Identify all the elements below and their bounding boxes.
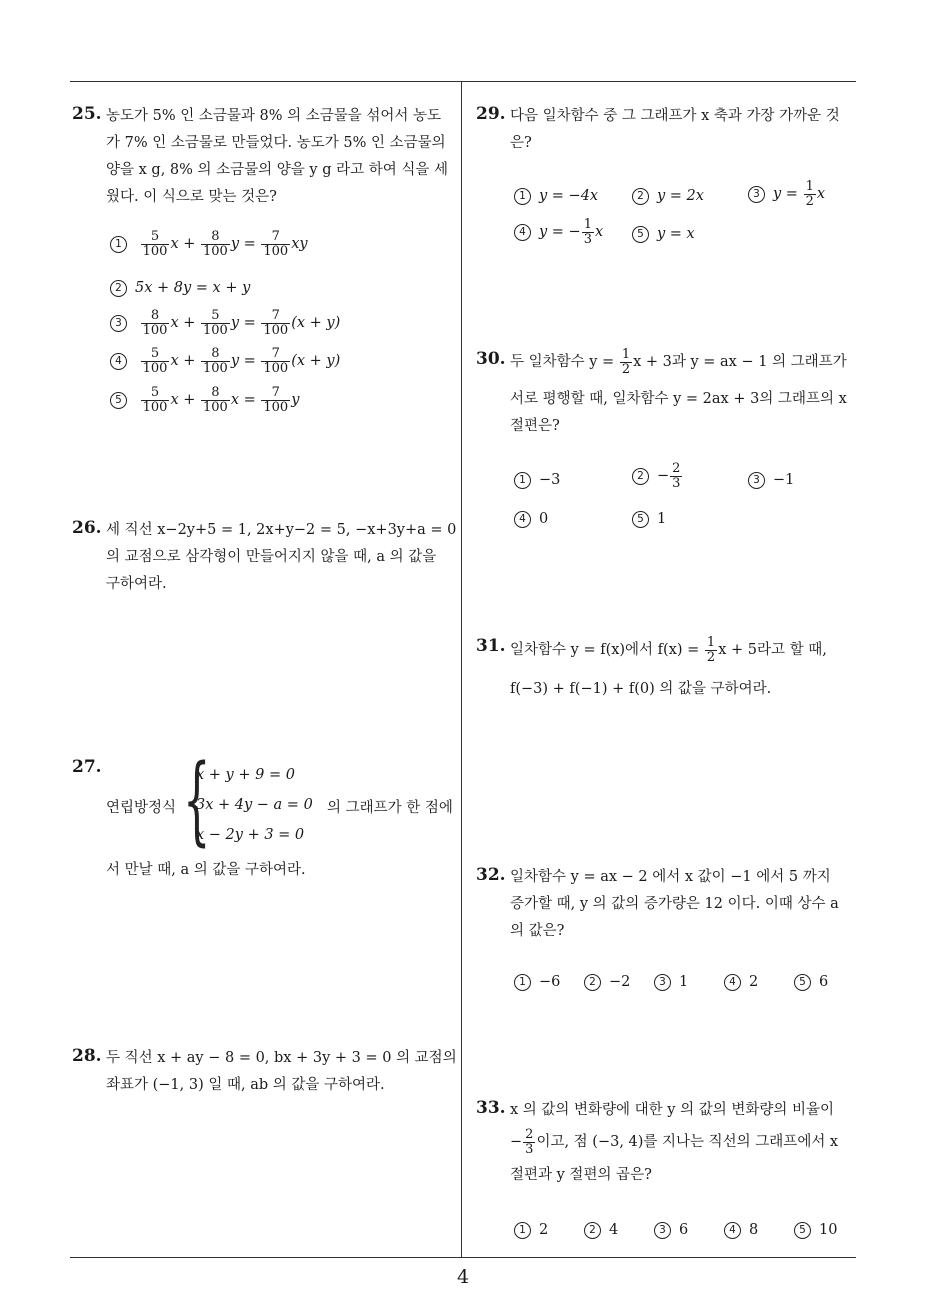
question-text: 세 직선 x−2y+5 = 1, 2x+y−2 = 5, −x+3y+a = 0 [106, 522, 457, 538]
question-text: 증가할 때, y 의 값의 증가량은 12 이다. 이때 상수 a [510, 896, 839, 912]
circled-number: 5 [794, 974, 811, 991]
circled-number: 4 [514, 224, 531, 241]
circled-number: 1 [110, 236, 127, 253]
fraction: $\frac{1}{2}$ [706, 635, 716, 665]
circled-number: 2 [584, 1222, 601, 1239]
answer-option-2[interactable]: 2 4 [584, 1222, 618, 1239]
question-number: 27. [72, 757, 102, 777]
circled-number: 4 [514, 511, 531, 528]
answer-option-1[interactable]: 1 $\frac{5}{100}$ x + $\frac{8}{100}$ y = $\frac{7}{100}$ xy [110, 230, 308, 258]
circled-number: 1 [514, 188, 531, 205]
question-text: 두 직선 x + ay − 8 = 0, bx + 3y + 3 = 0 의 교점의 [106, 1050, 457, 1066]
fraction: $\frac{2}{3}$ [672, 461, 681, 491]
fraction: $\frac{8}{100}$ [202, 229, 228, 259]
question-text: 은? [510, 135, 532, 151]
bottom-rule [70, 1257, 856, 1258]
fraction: $\frac{8}{100}$ [202, 385, 228, 415]
fraction: $\frac{1}{3}$ [583, 217, 592, 247]
circled-number: 5 [632, 511, 649, 528]
question-text: 가 7% 인 소금물로 만들었다. 농도가 5% 인 소금물의 [106, 135, 446, 151]
fraction: $\frac{5}{100}$ [142, 385, 168, 415]
answer-option-5[interactable]: 5 10 [794, 1222, 837, 1239]
question-text: 구하여라. [106, 576, 167, 592]
answer-option-5[interactable]: 5 y = x [632, 226, 695, 243]
system-prefix: 연립방정식 [106, 800, 177, 816]
equation: 3x + 4y − a = 0 [196, 797, 313, 813]
circled-number: 2 [632, 188, 649, 205]
answer-option-3[interactable]: 3 6 [654, 1222, 688, 1239]
fraction: $\frac{7}{100}$ [263, 385, 289, 415]
option-text: 5x + 8y = x + y [135, 280, 251, 296]
fraction: $\frac{2}{3}$ [525, 1127, 534, 1157]
question-text: 농도가 5% 인 소금물과 8% 의 소금물을 섞어서 농도 [106, 108, 442, 124]
question-text: 두 일차함수 y = $\frac{1}{2}$ x + 3과 y = ax − 1 의 그래프가 [510, 347, 847, 377]
answer-option-3[interactable]: 3 1 [654, 974, 688, 991]
question-text: 일차함수 y = ax − 2 에서 x 값이 −1 에서 5 까지 [510, 869, 831, 885]
answer-option-5[interactable]: 5 1 [632, 511, 666, 528]
fraction: $\frac{8}{100}$ [202, 346, 228, 376]
question-number: 28. [72, 1046, 102, 1066]
question-number: 25. [72, 104, 102, 124]
circled-number: 5 [632, 226, 649, 243]
question-text: 의 값은? [510, 923, 565, 939]
question-number: 33. [476, 1098, 506, 1118]
fraction: $\frac{8}{100}$ [142, 308, 168, 338]
fraction: $\frac{1}{2}$ [621, 347, 631, 377]
question-text: − $\frac{2}{3}$ 이고, 점 (−3, 4)를 지나는 직선의 그래프에서 x [510, 1127, 839, 1157]
circled-number: 1 [514, 974, 531, 991]
system-suffix: 의 그래프가 한 점에 [327, 800, 453, 816]
question-text: 양을 x g, 8% 의 소금물의 양을 y g 라고 하여 식을 세 [106, 162, 448, 178]
answer-option-5[interactable]: 5 $\frac{5}{100}$ x + $\frac{8}{100}$ x = $\frac{7}{100}$ y [110, 386, 299, 414]
top-rule [70, 81, 856, 82]
fraction: $\frac{7}{100}$ [263, 346, 289, 376]
circled-number: 4 [724, 974, 741, 991]
answer-option-2[interactable]: 2 y = 2x [632, 188, 704, 205]
left-brace: { [183, 744, 211, 856]
fraction: $\frac{5}{100}$ [202, 308, 228, 338]
answer-option-3[interactable]: 3 y = $\frac{1}{2}$ x [748, 180, 825, 208]
question-text: 서로 평행할 때, 일차함수 y = 2ax + 3의 그래프의 x [510, 391, 847, 407]
fraction: $\frac{7}{100}$ [263, 308, 289, 338]
answer-option-4[interactable]: 4 8 [724, 1222, 758, 1239]
page-number: 4 [456, 1266, 470, 1288]
question-text: 서 만날 때, a 의 값을 구하여라. [106, 862, 306, 878]
circled-number: 1 [514, 1222, 531, 1239]
circled-number: 5 [794, 1222, 811, 1239]
circled-number: 2 [632, 468, 649, 485]
circled-number: 4 [724, 1222, 741, 1239]
question-text: 일차함수 y = f(x)에서 f(x) = $\frac{1}{2}$ x + 5라고 할 때, [510, 635, 827, 665]
question-text: 웠다. 이 식으로 맞는 것은? [106, 189, 277, 205]
circled-number: 3 [748, 472, 765, 489]
column-divider [461, 81, 462, 1258]
answer-option-3[interactable]: 3 −1 [748, 472, 794, 489]
answer-option-2[interactable] [110, 280, 250, 297]
equation: x − 2y + 3 = 0 [196, 827, 305, 843]
answer-option-4[interactable]: 4 $\frac{5}{100}$ x + $\frac{8}{100}$ y = $\frac{7}{100}$ (x + y) [110, 347, 340, 375]
circled-number: 3 [110, 315, 127, 332]
answer-option-1[interactable]: 1 y = −4x [514, 188, 598, 205]
answer-option-2[interactable]: 2 − $\frac{2}{3}$ [632, 462, 683, 490]
question-number: 30. [476, 349, 506, 369]
answer-option-1[interactable]: 1 −3 [514, 472, 560, 489]
question-number: 32. [476, 865, 506, 885]
question-text: 좌표가 (−1, 3) 일 때, ab 의 값을 구하여라. [106, 1077, 385, 1093]
circled-number: 5 [110, 392, 127, 409]
question-text: x 의 값의 변화량에 대한 y 의 값의 변화량의 비율이 [510, 1102, 834, 1118]
equation: x + y + 9 = 0 [196, 767, 295, 783]
fraction: $\frac{1}{2}$ [805, 179, 814, 209]
circled-number: 3 [654, 1222, 671, 1239]
question-number: 31. [476, 636, 506, 656]
answer-option-4[interactable]: 4 0 [514, 511, 548, 528]
question-number: 29. [476, 104, 506, 124]
answer-option-4[interactable]: 4 y = − $\frac{1}{3}$ x [514, 218, 603, 246]
fraction: $\frac{5}{100}$ [142, 346, 168, 376]
circled-number: 3 [654, 974, 671, 991]
circled-number: 3 [748, 186, 765, 203]
answer-option-2[interactable]: 2 −2 [584, 974, 630, 991]
answer-option-4[interactable]: 4 2 [724, 974, 758, 991]
answer-option-1[interactable]: 1 2 [514, 1222, 548, 1239]
answer-option-1[interactable]: 1 −6 [514, 974, 560, 991]
question-text: 다음 일차함수 중 그 그래프가 x 축과 가장 가까운 것 [510, 108, 840, 124]
circled-number: 4 [110, 353, 127, 370]
question-number: 26. [72, 518, 102, 538]
fraction: $\frac{5}{100}$ [142, 229, 168, 259]
question-text: 의 교점으로 삼각형이 만들어지지 않을 때, a 의 값을 [106, 549, 437, 565]
answer-option-5[interactable]: 5 6 [794, 974, 828, 991]
question-text: f(−3) + f(−1) + f(0) 의 값을 구하여라. [510, 681, 772, 697]
circled-number: 2 [584, 974, 601, 991]
answer-option-3[interactable]: 3 $\frac{8}{100}$ x + $\frac{5}{100}$ y = $\frac{7}{100}$ (x + y) [110, 309, 340, 337]
fraction: $\frac{7}{100}$ [263, 229, 289, 259]
circled-number: 1 [514, 472, 531, 489]
question-text: 절편과 y 절편의 곱은? [510, 1167, 652, 1183]
question-text: 절편은? [510, 418, 560, 434]
circled-number: 2 [110, 280, 127, 297]
